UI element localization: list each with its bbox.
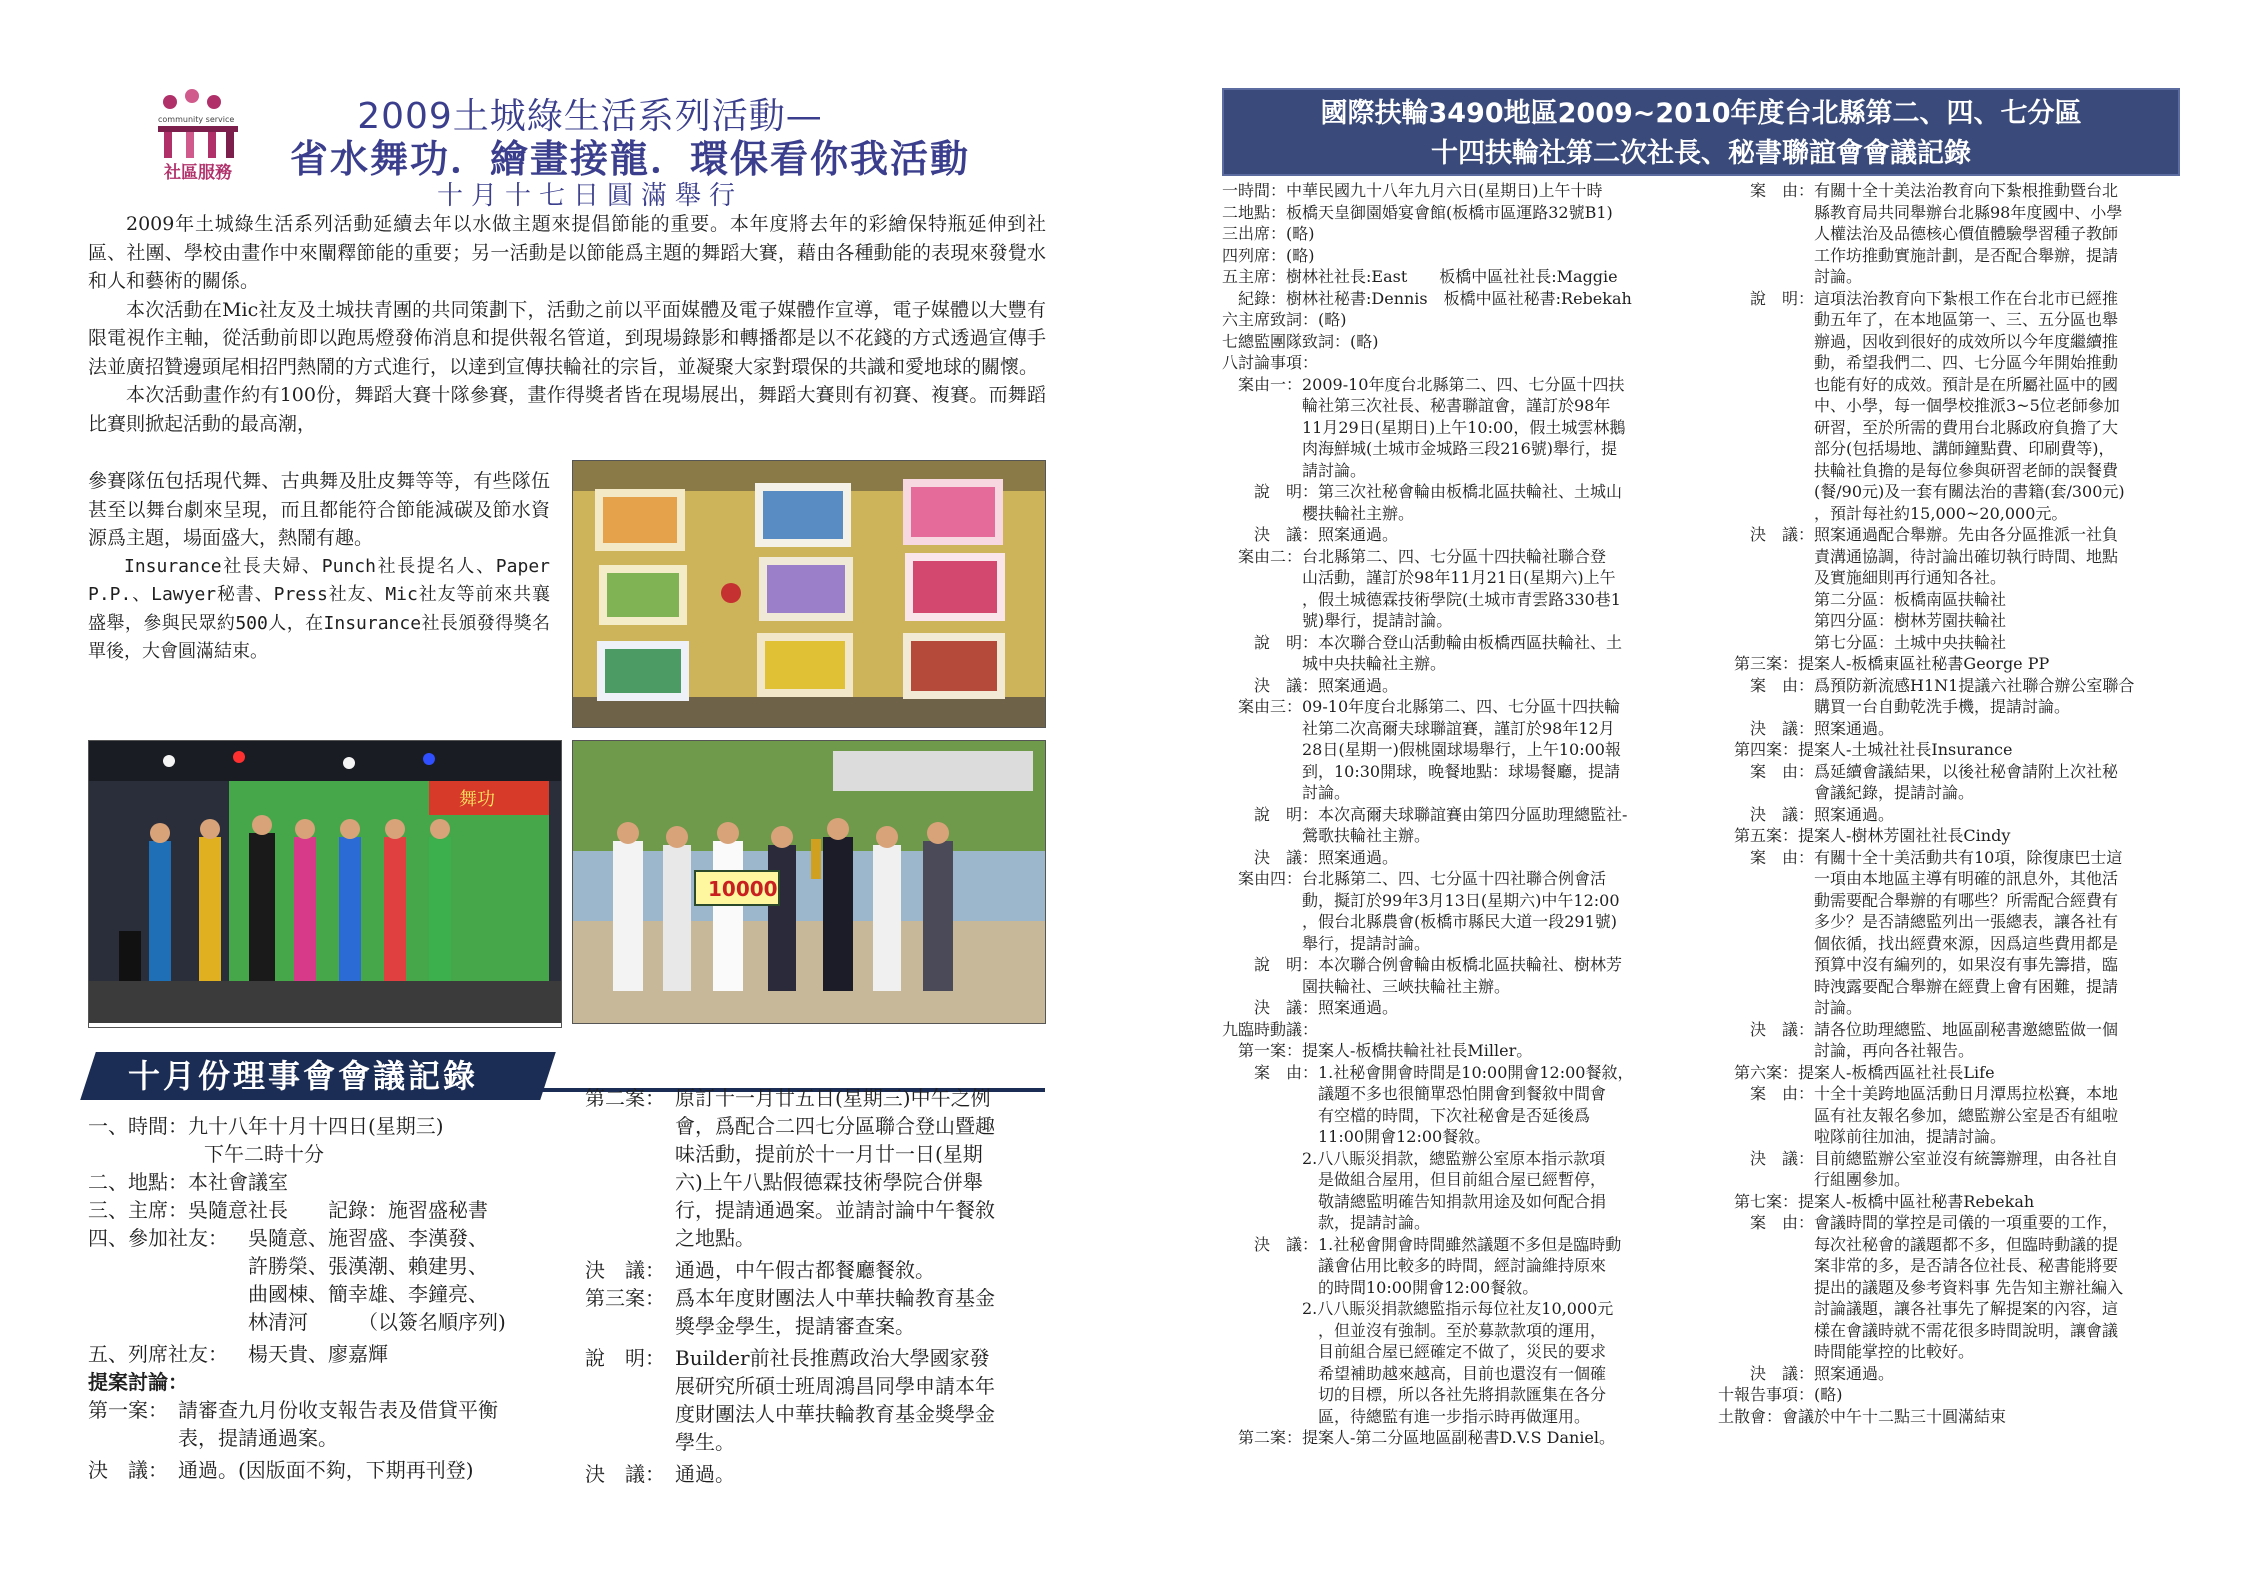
minutes-line: 討論，再向各社報告。 — [1718, 1041, 1975, 1060]
minutes-line: 第六案：提案人-板橋西區社社長Life — [1718, 1062, 1995, 1082]
minutes-line: 三出席：(略) — [1222, 224, 1315, 243]
minutes-line: 縣教育局共同舉辦台北縣98年度國中、小學 — [1718, 202, 2123, 222]
minutes-line: 討論。 — [1222, 783, 1351, 802]
article-title-line1: 2009土城綠生活系列活動— — [357, 96, 823, 137]
minutes-line: 第五案：提案人-樹林芳園社社長Cindy — [1718, 826, 2011, 845]
minutes-line: ，假台北縣農會(板橋市縣民大道一段291號) — [1222, 912, 1618, 931]
minutes-line: 希望補助越來越高，目前也還沒有一個確 — [1222, 1363, 1607, 1383]
minutes-line: 園扶輪社、三峽扶輪社主辦。 — [1222, 976, 1511, 996]
guest-label: 五、列席社友： — [88, 1342, 228, 1366]
meeting-col-left — [88, 1112, 558, 1492]
minutes-line: 社第二次高爾夫球聯誼賽，謹訂於98年12月 — [1222, 718, 1615, 738]
minutes-line: 時間能掌控的比較好。 — [1718, 1342, 1975, 1361]
case2-line: 會，爲配合二四七分區聯合登山暨趣 — [675, 1114, 995, 1138]
minutes-line: 每次社秘會的議題都不多，但臨時動議的提 — [1718, 1234, 2119, 1254]
article-paragraph: 參賽隊伍包括現代舞、古典舞及肚皮舞等等，有些隊伍甚至以舞台劇來呈現，而且都能符合節能減碳及節水資源爲主題，場面盛大，熱鬧有趣。 — [88, 470, 550, 549]
time-value2: 下午二時十分 — [204, 1142, 324, 1166]
minutes-line: 鶯歌扶輪社主辦。 — [1222, 826, 1431, 845]
time-value: 九十八年十月十四日(星期三) — [188, 1114, 444, 1138]
minutes-line: 2.八八賑災捐款，總監辦公室原本指示款項 — [1222, 1148, 1606, 1168]
chair-value: 吳隨意社長 記錄：施習盛秘書 — [188, 1198, 488, 1222]
photo-stage-dancers — [88, 740, 562, 1028]
minutes-line: 中、小學，每一個學校推派3~5位老師參加 — [1718, 396, 2120, 415]
minutes-line: 扶輪社負擔的是每位參與研習老師的誤餐費 — [1718, 460, 2119, 480]
minutes-line: 及實施細則再行通知各社。 — [1718, 568, 2007, 587]
minutes-line: 山活動，謹訂於98年11月21日(星期六)上午 — [1222, 568, 1616, 587]
case1-label: 第一案： — [88, 1398, 168, 1422]
case3-line: 獎學金學生，提請審查案。 — [675, 1314, 915, 1338]
minutes-line: 工作坊推動實施計劃，是否配合舉辦，提請 — [1718, 245, 2119, 265]
minutes-line: 會議紀錄，提請討論。 — [1718, 783, 1975, 802]
minutes-title-line1: 國際扶輪3490地區2009~2010年度台北縣第二、四、七分區 — [1320, 98, 2082, 129]
attend-line: 許勝榮、張漢潮、賴建男、 — [248, 1254, 488, 1278]
minutes-line: 責溝通協調，待討論出確切執行時間、地點 — [1718, 546, 2119, 566]
minutes-line: 說 明：本次聯合登山活動輪由板橋西區扶輪社、土 — [1222, 632, 1623, 652]
minutes-line: 土散會：會議於中午十二點三十圓滿結束 — [1718, 1406, 2007, 1426]
case1-resolve: 通過。(因版面不夠，下期再刊登) — [178, 1458, 474, 1482]
article-paragraph: 2009年土城綠生活系列活動延續去年以水做主題來提倡節能的重要。本年度將去年的彩繪保特瓶延伸到社區、社團、學校由畫作中來闡釋節能的重要；另一活動是以節能爲主題的舞蹈大賽，藉由各種動能的表現來發覺水和人和藝術的關係。 — [88, 213, 1046, 292]
minutes-line: 人權法治及品德核心價值體驗學習種子教師 — [1718, 224, 2119, 243]
case2-line: 原訂十一月廿五日(星期三)中午之例 — [675, 1086, 991, 1110]
minutes-line: 討論。 — [1718, 998, 1863, 1017]
minutes-line: 討論議題，讓各社事先了解提案的內容，這 — [1718, 1299, 2119, 1318]
article-title-line2: 省水舞功．繪畫接龍．環保看你我活動 — [289, 137, 970, 181]
minutes-line: 八討論事項： — [1222, 353, 1319, 372]
case2-line: 味活動，提前於十一月廿一日(星期 — [675, 1142, 983, 1166]
logo-caption: 社區服務 — [164, 163, 232, 183]
minutes-line: 議會佔用比較多的時間，經討論維持原來 — [1222, 1256, 1607, 1275]
minutes-line: 個依循，找出經費來源，因爲這些費用都是 — [1718, 933, 2119, 953]
minutes-line: 六主席致詞：(略) — [1222, 310, 1347, 329]
people-group-icon — [150, 86, 246, 166]
minutes-line: 切的目標，所以各社先將捐款匯集在各分 — [1222, 1385, 1607, 1404]
minutes-line: 提出的議題及參考資料事 先告知主辦社編入 — [1718, 1277, 2124, 1297]
meeting-banner — [80, 1052, 556, 1100]
case2-resolve-label: 決 議： — [585, 1258, 665, 1282]
minutes-line: 敬請總監明確告知捐款用途及如何配合捐 — [1222, 1191, 1607, 1211]
minutes-line: 的時間10:00開會12:00餐敘。 — [1222, 1277, 1539, 1297]
minutes-line: 一項由本地區主導有明確的訊息外，其他活 — [1718, 869, 2119, 888]
attend-line: 曲國棟、簡幸雄、李鐘亮、 — [248, 1282, 488, 1306]
minutes-line: 輪社第三次社長、秘書聯誼會，謹訂於98年 — [1222, 396, 1611, 415]
minutes-line: ，預計每社約15,000~20,000元。 — [1718, 503, 2068, 523]
minutes-line: 說 明：本次聯合例會輪由板橋北區扶輪社、樹林芳 — [1222, 955, 1623, 974]
meeting-banner-text: 十月份理事會會議記錄 — [128, 1057, 479, 1095]
minutes-title-line2: 十四扶輪社第二次社長、秘書聯誼會會議記錄 — [1431, 138, 1971, 169]
minutes-line: 動，希望我們二、四、七分區今年開始推動 — [1718, 353, 2119, 372]
case1-line: 表，提請通過案。 — [178, 1426, 338, 1450]
minutes-line: 案由一：2009-10年度台北縣第二、四、七分區十四扶 — [1222, 374, 1625, 394]
minutes-line: 九臨時動議： — [1222, 1019, 1319, 1039]
minutes-line: 決 議：照案通過。 — [1718, 804, 1895, 824]
minutes-line: 案非常的多，是否請各位社長、秘書能將要 — [1718, 1256, 2119, 1275]
minutes-line: 28日(星期一)假桃園球場舉行，上午10:00報 — [1222, 740, 1621, 759]
article-paragraph: 本次活動畫作約有100份，舞蹈大賽十隊參賽，畫作得獎者皆在現場展出，舞蹈大賽則有初賽、複賽。而舞蹈比賽則掀起活動的最高潮， — [88, 384, 1046, 435]
minutes-line: 決 議：照案通過。 — [1222, 675, 1399, 695]
photo-drawings-display — [572, 460, 1046, 728]
case2-line: 六)上午八點假德霖技術學院合併舉 — [675, 1170, 983, 1194]
minutes-line: 區有社友報名參加，總監辦公室是否有組啦 — [1718, 1105, 2119, 1125]
minutes-line: 七總監團隊致詞：(略) — [1222, 331, 1379, 351]
photo-group-check — [572, 740, 1046, 1024]
minutes-line: 購買一台自動乾洗手機，提請討論。 — [1718, 697, 2071, 716]
case3-explain-line: 展研究所碩士班周鴻昌同學申請本年 — [675, 1374, 995, 1398]
time-label: 一、時間： — [88, 1114, 188, 1138]
minutes-line: 動，擬訂於99年3月13日(星期六)中午12:00 — [1222, 890, 1620, 910]
minutes-line: ，假土城德霖技術學院(土城市青雲路330巷1 — [1222, 589, 1621, 609]
chair-label: 三、主席： — [88, 1198, 188, 1222]
minutes-line: 2.八八賑災捐款總監指示每位社友10,000元 — [1222, 1299, 1614, 1318]
minutes-line: 城中央扶輪社主辦。 — [1222, 654, 1447, 673]
case3-resolve-label: 決 議： — [585, 1462, 665, 1486]
minutes-line: 案 由：有關十全十美法治教育向下紮根推動暨台北 — [1718, 181, 2119, 200]
case2-resolve: 通過，中午假古都餐廳餐敘。 — [675, 1258, 935, 1282]
attend-line: 林清河 （以簽名順序列) — [248, 1310, 506, 1334]
case3-line: 爲本年度財團法人中華扶輪教育基金 — [675, 1286, 995, 1310]
attend-line: 吳隨意、施習盛、李漢發、 — [248, 1226, 488, 1250]
article-paragraph: 本次活動在Mic社友及土城扶青團的共同策劃下，活動之前以平面媒體及電子媒體作宣導，電子媒體以大豐有限電視作主軸，從活動前即以跑馬燈發佈消息和提供報名管道，到現場錄影和轉播都是以不花錢的方式透過宣傳手法並廣招贊邊頭尾相招門熱鬧的方式進行，以達到宣傳扶輪社的宗旨，並凝聚大家對環保的共識和愛地球的關懷。 — [88, 298, 1046, 378]
minutes-line: 舉行，提請討論。 — [1222, 933, 1431, 953]
minutes-title-banner — [1222, 88, 2180, 176]
minutes-line: 動五年了，在本地區第一、三、五分區也舉 — [1718, 310, 2119, 329]
minutes-line: 紀錄：樹林社秘書:Dennis 板橋中區社秘書:Rebekah — [1222, 288, 1632, 308]
minutes-line: 案 由：十全十美跨地區活動日月潭馬拉松賽，本地 — [1718, 1084, 2119, 1103]
minutes-line: 決 議：照案通過配合舉辦。先由各分區推派一社負 — [1718, 525, 2119, 544]
minutes-line: 櫻扶輪社主辦。 — [1222, 503, 1415, 523]
case3-explain-line: 學生。 — [675, 1430, 735, 1454]
minutes-line: 樣在會議時就不需花很多時間說明，讓會議 — [1718, 1320, 2119, 1340]
stage-sign-text: 舞功 — [459, 789, 495, 810]
case3-explain-label: 說 明： — [585, 1346, 665, 1370]
minutes-line: 到，10:30開球，晚餐地點：球場餐廳，提請 — [1222, 761, 1621, 781]
minutes-line: 二地點：板橋天皇御園婚宴會館(板橋市區運路32號B1) — [1222, 202, 1613, 222]
minutes-line: 第四案：提案人-土城社社長Insurance — [1718, 740, 2013, 759]
minutes-line: 決 議：照案通過。 — [1222, 525, 1399, 544]
article-paragraph: Insurance社長夫婦、Punch社長提名人、Paper P.P.、Lawyer秘書、Press社友、Mic社友等前來共襄盛舉，參與民眾約500人，在Insurance社長頒發得獎名單後，大會圓滿結束。 — [88, 555, 550, 662]
article-title-line3: 十月十七日圓滿舉行 — [436, 181, 743, 211]
case1-line: 請審查九月份收支報告表及借貸平衡 — [178, 1398, 498, 1422]
minutes-line: 四列席：(略) — [1222, 245, 1315, 265]
minutes-column-2 — [1718, 180, 2188, 1490]
minutes-line: 案 由：會議時間的掌控是司儀的一項重要的工作， — [1718, 1213, 2119, 1232]
minutes-line: 第四分區：樹林芳園扶輪社 — [1718, 611, 2007, 630]
minutes-line: 部分(包括場地、講師鐘點費、印刷費等)， — [1718, 439, 2115, 458]
minutes-line: 說 明：本次高爾夫球聯誼賽由第四分區助理總監社- — [1222, 804, 1628, 824]
minutes-line: 案由二：台北縣第二、四、七分區十四扶輪社聯合登 — [1222, 546, 1607, 566]
minutes-line: 決 議：照案通過。 — [1222, 998, 1399, 1017]
case1-resolve-label: 決 議： — [88, 1458, 168, 1482]
minutes-line: 十報告事項：(略) — [1718, 1385, 1843, 1404]
minutes-line: 說 明：這項法治教育向下紮根工作在台北市已經推 — [1718, 288, 2119, 308]
attend-label: 四、參加社友： — [88, 1226, 228, 1250]
place-value: 本社會議室 — [188, 1170, 288, 1194]
meeting-col-right — [585, 1084, 1047, 1494]
minutes-line: 啦隊前往加油，提請討論。 — [1718, 1127, 2007, 1146]
minutes-line: 決 議：1.社秘會開會時間雖然議題不多但是臨時動 — [1222, 1234, 1622, 1254]
minutes-line: 一時間：中華民國九十八年九月六日(星期日)上午十時 — [1222, 181, 1603, 200]
minutes-line: 案 由：1.社秘會開會時間是10:00開會12:00餐敘， — [1222, 1062, 1634, 1082]
minutes-line: 請討論。 — [1222, 460, 1367, 480]
guest-value: 楊天貴、廖嘉輝 — [248, 1342, 388, 1366]
minutes-line: 決 議：照案通過。 — [1718, 1363, 1895, 1383]
minutes-line: 研習，至於所需的費用台北縣政府負擔了大 — [1718, 417, 2119, 437]
minutes-line: 區，待總監有進一步指示時再做運用。 — [1222, 1406, 1591, 1426]
article-body-full — [88, 210, 1046, 438]
minutes-line: 是做組合屋用，但目前組合屋已經暫停， — [1222, 1170, 1607, 1189]
minutes-line: 決 議：照案通過。 — [1718, 718, 1895, 738]
minutes-line: 第七分區：土城中央扶輪社 — [1718, 632, 2007, 652]
minutes-line: 第三案：提案人-板橋東區社秘書George PP — [1718, 654, 2050, 673]
minutes-line: 第一案：提案人-板橋扶輪社社長Miller。 — [1222, 1041, 1533, 1060]
minutes-line: 第七案：提案人-板橋中區社秘書Rebekah — [1718, 1191, 2035, 1211]
minutes-line: 時洩露要配合舉辦在經費上會有困難，提請 — [1718, 976, 2119, 996]
minutes-line: 肉海鮮城(土城市金城路三段216號)舉行，提 — [1222, 439, 1618, 458]
minutes-line: 案由四：台北縣第二、四、七分區十四社聯合例會活 — [1222, 869, 1607, 888]
minutes-line: 多少？是否請總監列出一張總表，讓各社有 — [1718, 912, 2119, 931]
minutes-line: 第二分區：板橋南區扶輪社 — [1718, 589, 2007, 609]
minutes-line: 案由三：09-10年度台北縣第二、四、七分區十四扶輪 — [1222, 697, 1621, 716]
case2-label: 第二案： — [585, 1086, 665, 1110]
minutes-line: 第二案：提案人-第二分區地區副秘書D.V.S Daniel。 — [1222, 1428, 1616, 1447]
case3-explain-line: 度財團法人中華扶輪教育基金獎學金 — [675, 1402, 995, 1426]
minutes-line: 決 議：照案通過。 — [1222, 847, 1399, 867]
minutes-line: 也能有好的成效。預計是在所屬社區中的國 — [1718, 374, 2119, 394]
case3-resolve: 通過。 — [675, 1462, 735, 1486]
article-body-narrow — [88, 467, 550, 667]
minutes-line: 案 由：爲延續會議結果，以後社秘會請附上次社秘 — [1718, 761, 2119, 781]
minutes-line: 五主席：樹林社社長:East 板橋中區社社長:Maggie — [1222, 267, 1618, 286]
case2-line: 行，提請通過案。並請討論中午餐敘 — [675, 1198, 995, 1222]
minutes-line: 說 明：第三次社秘會輪由板橋北區扶輪社、土城山 — [1222, 482, 1623, 501]
minutes-line: 決 議：目前總監辦公室並沒有統籌辦理，由各社自 — [1718, 1148, 2119, 1168]
minutes-line: 11月29日(星期日)上午10:00，假土城雲林鵝 — [1222, 417, 1626, 437]
minutes-line: (餐/90元)及一套有關法治的書籍(套/300元) — [1718, 482, 2125, 501]
place-label: 二、地點： — [88, 1170, 188, 1194]
minutes-line: 決 議：請各位助理總監、地區副秘書邀總監做一個 — [1718, 1019, 2119, 1039]
minutes-line: 案 由：有關十全十美活動共有10項，除復康巴士這 — [1718, 847, 2123, 867]
minutes-line: 有空檔的時間，下次社秘會是否延後爲 — [1222, 1105, 1591, 1125]
minutes-line: 行組團參加。 — [1718, 1170, 1911, 1189]
check-amount-text: 10000 — [708, 877, 778, 901]
minutes-line: 11:00開會12:00餐敘。 — [1222, 1127, 1491, 1146]
minutes-line: 款，提請討論。 — [1222, 1213, 1431, 1232]
minutes-line: 號)舉行，提請討論。 — [1222, 611, 1453, 630]
minutes-line: 案 由：爲預防新流感H1N1提議六社聯合辦公室聯合 — [1718, 675, 2135, 695]
minutes-line: 預算中沒有編列的，如果沒有事先籌措，臨 — [1718, 955, 2119, 974]
minutes-line: 討論。 — [1718, 267, 1863, 286]
case3-explain-line: Builder前社長推薦政治大學國家發 — [675, 1346, 990, 1370]
minutes-line: 目前組合屋已經確定不做了，災民的要求 — [1222, 1342, 1607, 1361]
minutes-line: 議題不多也很簡單恐怕開會到餐敘中間會 — [1222, 1084, 1607, 1103]
minutes-line: 辦過，因收到很好的成效所以今年度繼續推 — [1718, 331, 2119, 351]
case3-label: 第三案： — [585, 1286, 665, 1310]
minutes-line: ，但並沒有強制。至於募款款項的運用， — [1222, 1320, 1607, 1340]
case2-line: 之地點。 — [675, 1226, 755, 1250]
logo-top-text: community service — [158, 115, 235, 124]
discussion-label: 提案討論： — [88, 1370, 188, 1394]
minutes-line: 動需要配合舉辦的有哪些？所需配合經費有 — [1718, 890, 2119, 910]
minutes-column-1 — [1222, 180, 1702, 1490]
